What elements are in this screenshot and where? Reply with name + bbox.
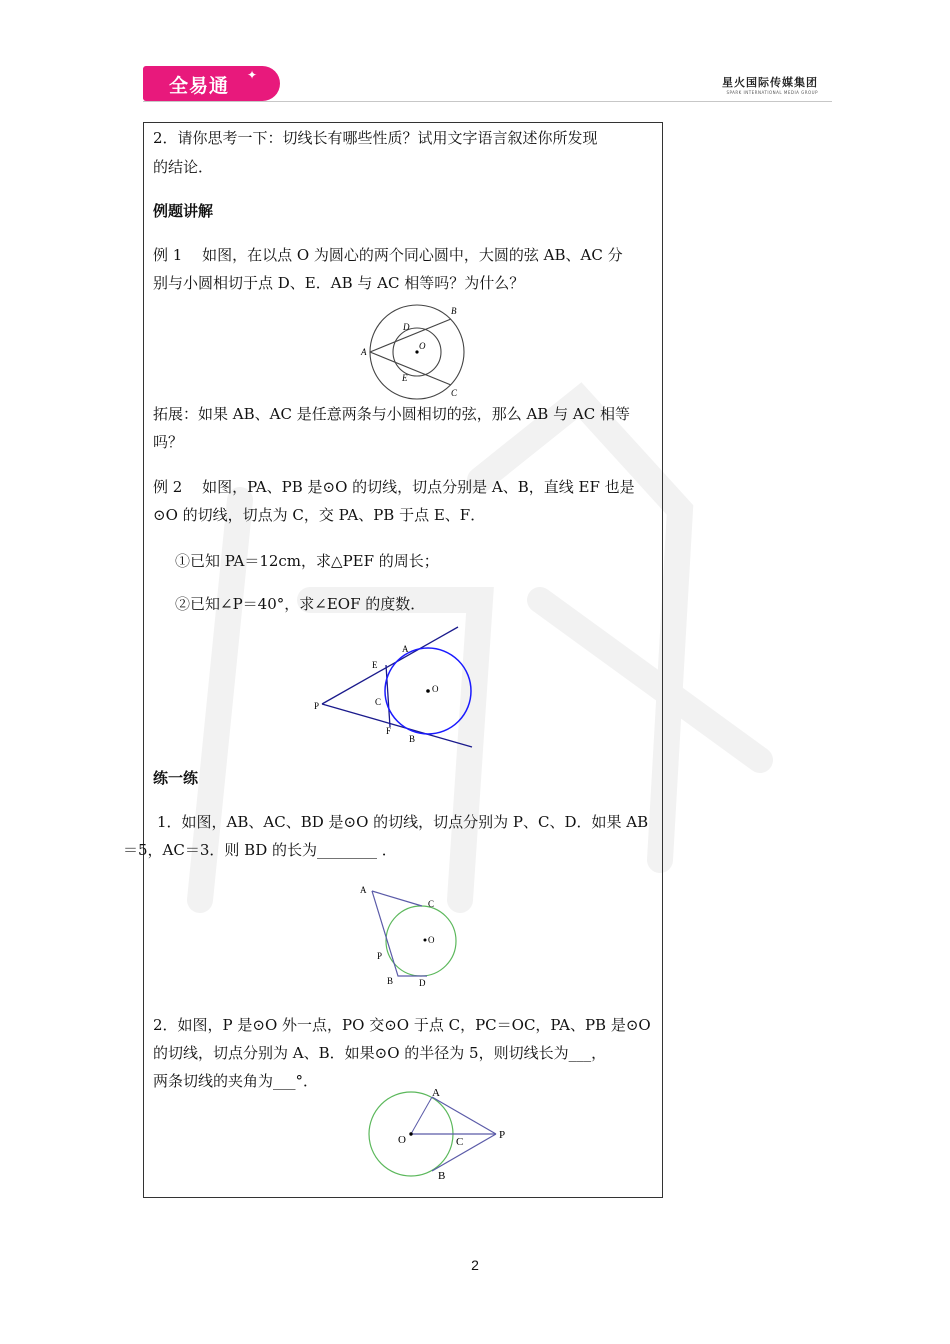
brand-cn: 星火国际传媒集团 (722, 76, 818, 89)
example2-question-1: ①已知 PA＝12cm，求△PEF 的周长； (175, 552, 439, 570)
fig1-label-a: A (361, 347, 367, 357)
fig2-label-e: E (372, 660, 378, 670)
fig3-label-o: O (428, 935, 435, 945)
example1-line-1: 例 1 如图，在以点 O 为圆心的两个同心圆中，大圆的弦 AB、AC 分 (153, 246, 623, 264)
fig1-label-o: O (419, 341, 426, 351)
practice1-line-1: 1．如图，AB、AC、BD 是⊙O 的切线，切点分别为 P、C、D．如果 AB (157, 813, 649, 831)
practice2-line-2: 的切线，切点分别为 A、B．如果⊙O 的半径为 5，则切线长为___， (153, 1044, 607, 1062)
fig4-label-p: P (499, 1129, 506, 1141)
logo-text: 全易通 (169, 75, 230, 97)
fig3-label-p: P (377, 951, 383, 961)
practice1-line-2: ＝5，AC＝3．则 BD 的长为________ ． (123, 841, 397, 859)
example1-line-2: 别与小圆相切于点 D、E．AB 与 AC 相等吗？为什么？ (153, 274, 525, 292)
extension-line-1: 拓展：如果 AB、AC 是任意两条与小圆相切的弦，那么 AB 与 AC 相等 (153, 405, 630, 423)
example2-line-2: ⊙O 的切线，切点为 C，交 PA、PB 于点 E、F． (153, 506, 486, 524)
fig4-label-b: B (438, 1170, 446, 1182)
practice-heading: 练一练 (153, 769, 199, 787)
examples-heading: 例题讲解 (153, 202, 214, 220)
page-number: 2 (471, 1257, 479, 1273)
fig3-label-c: C (428, 899, 435, 909)
brand-en: SPARK INTERNATIONAL MEDIA GROUP (726, 90, 818, 95)
fig2-label-f: F (386, 726, 392, 736)
fig2-label-b: B (409, 734, 416, 744)
fig3-label-b: B (387, 976, 394, 986)
figure-concentric-circles (355, 303, 480, 403)
header-divider (143, 101, 832, 102)
fig3-label-d: D (419, 978, 426, 988)
brand-logo (143, 66, 280, 101)
sparkle-icon: ✦ (247, 68, 259, 82)
fig2-label-a: A (402, 644, 409, 654)
think-line-1: 2．请你思考一下：切线长有哪些性质？试用文字语言叙述你所发现 (153, 129, 598, 147)
figure-external-point (362, 1085, 517, 1185)
fig2-label-o: O (432, 684, 439, 694)
fig1-label-b: B (451, 306, 457, 316)
figure-tangents-green-circle (352, 880, 467, 990)
figure-tangents-blue-circle (310, 625, 480, 750)
fig2-label-p: P (314, 701, 320, 711)
practice2-line-3: 两条切线的夹角为___°． (153, 1072, 319, 1090)
fig4-label-a: A (432, 1087, 440, 1099)
publisher-brand (708, 74, 818, 95)
fig1-label-e: E (402, 373, 408, 383)
fig2-label-c: C (375, 697, 382, 707)
extension-line-2: 吗？ (153, 433, 184, 451)
fig3-label-a: A (360, 885, 367, 895)
example2-line-1: 例 2 如图，PA、PB 是⊙O 的切线，切点分别是 A、B，直线 EF 也是 (153, 478, 635, 496)
fig4-label-o: O (398, 1134, 406, 1146)
think-line-2: 的结论． (153, 158, 214, 176)
fig4-label-c: C (456, 1136, 464, 1148)
fig1-label-c: C (451, 388, 458, 398)
fig1-label-d: D (403, 322, 410, 332)
example2-question-2: ②已知∠P＝40°，求∠EOF 的度数． (175, 595, 426, 613)
practice2-line-1: 2．如图，P 是⊙O 外一点，PO 交⊙O 于点 C，PC＝OC，PA、PB 是⊙O (153, 1016, 651, 1034)
